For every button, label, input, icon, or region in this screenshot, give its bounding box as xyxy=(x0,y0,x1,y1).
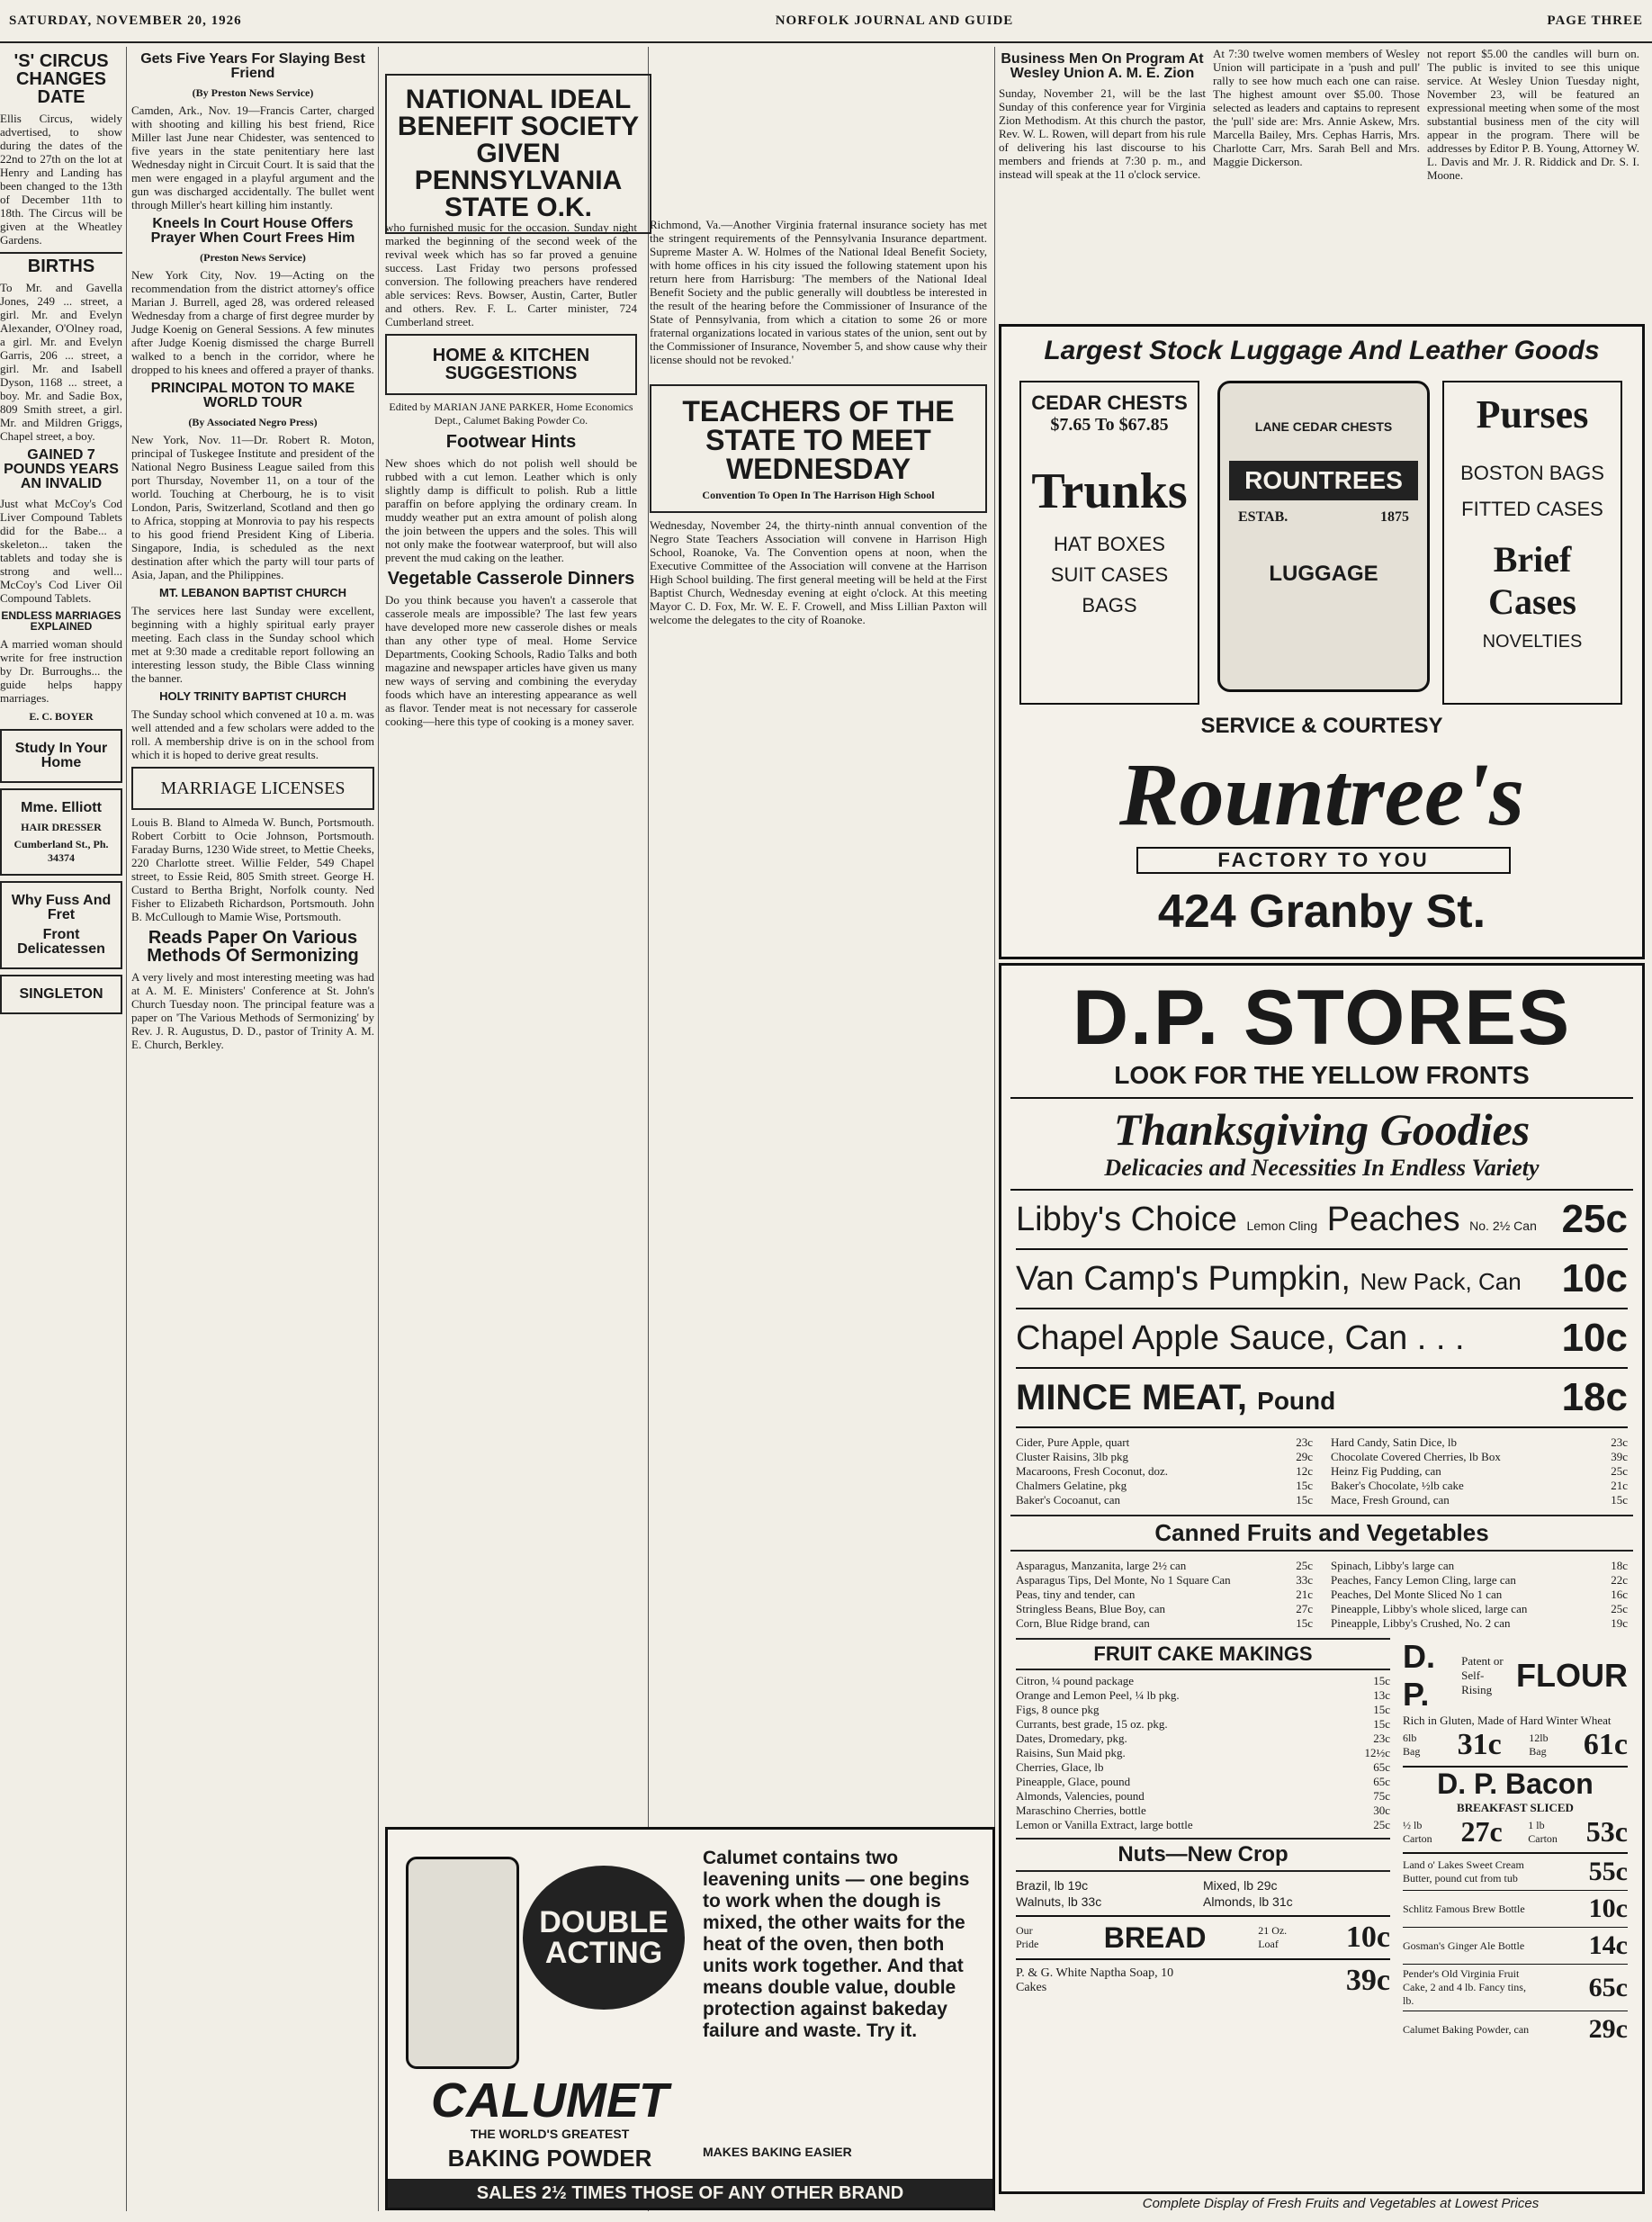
dp-big-row xyxy=(1016,1309,1628,1369)
item-item: New Pack, Can xyxy=(1360,1267,1522,1295)
item-price: 30c xyxy=(1373,1804,1390,1817)
teachers-headline: TEACHERS OF THE STATE TO MEET WEDNESDAY xyxy=(682,395,955,485)
item-name: Pineapple, Glace, pound xyxy=(1016,1775,1131,1788)
item-note: Lemon Cling xyxy=(1246,1218,1318,1233)
item-price: 25c xyxy=(1296,1559,1313,1572)
article-kneels-text: New York City, Nov. 19—Acting on the recommendation from the district attorney's office Marian J. Burrell, aged 28, was ordered released Wednesday from a charge of first degree murder by Judge Koenig on General Sessions. A few minutes after Judge Koenig dismissed the charge Burrell walked to a bench in the corridor, where he dropped to his knees and offered a prayer of thanks. xyxy=(131,268,374,376)
elliott-address: Cumberland St., Ph. 34374 xyxy=(13,838,109,864)
singleton-headline: SINGLETON xyxy=(19,986,103,1002)
item-price: 65c xyxy=(1373,1775,1390,1788)
item-name: Chocolate Covered Cherries, lb Box xyxy=(1331,1450,1501,1463)
calumet-footer: SALES 2½ TIMES THOSE OF ANY OTHER BRAND xyxy=(388,2179,992,2208)
item-name: Baker's Cocoanut, can xyxy=(1016,1493,1121,1507)
item-name: Van Camp's Pumpkin, xyxy=(1016,1259,1351,1298)
item-name: Chapel Apple Sauce, Can xyxy=(1016,1318,1408,1357)
dp-big-row xyxy=(1016,1369,1628,1428)
fruitcake-list xyxy=(1016,1674,1390,1832)
cedar-label: CEDAR CHESTS xyxy=(1031,391,1188,414)
item-price: 15c xyxy=(1373,1717,1390,1731)
item-name: Spinach, Libby's large can xyxy=(1331,1559,1455,1572)
casserole-text: Do you think because you haven't a casserole that casserole meals are impossible? The last few years have developed more new casserole dishes or meals than any other type of meal. Home Service Departments, Cooking Schools, Radio Talks and both magazine and newspaper articles have given us many new ways of serving and combining the everyday foods which have an interesting appearance as well as flavor. Tender meat is not necessary for casserole cooking—here this type of cooking is a money saver. xyxy=(385,593,637,728)
ginger-row xyxy=(1403,1928,1628,1965)
item-name: Asparagus Tips, Del Monte, No 1 Square Can xyxy=(1016,1573,1231,1587)
home-kitchen-headline: HOME & KITCHEN SUGGESTIONS xyxy=(432,346,590,383)
item-name: Pineapple, Libby's whole sliced, large can xyxy=(1331,1602,1528,1615)
brew-row xyxy=(1403,1891,1628,1928)
article-lebanon-headline: MT. LEBANON BAPTIST CHURCH xyxy=(159,586,346,599)
item-name: Peas, tiny and tender, can xyxy=(1016,1588,1136,1601)
calumet-logo: CALUMET xyxy=(431,2074,669,2128)
bacon1-label: ½ lb Carton xyxy=(1403,1818,1432,1845)
left-item: HAT BOXES xyxy=(1054,533,1165,555)
badge-bottom: LUGGAGE xyxy=(1269,562,1378,586)
item-item: Pound xyxy=(1257,1386,1336,1415)
rountree-script: Rountree's xyxy=(1118,744,1525,844)
item-name: Asparagus, Manzanita, large 2½ can xyxy=(1016,1559,1187,1572)
item-price: 25c xyxy=(1611,1602,1628,1615)
gained-text: Just what McCoy's Cod Liver Compound Tablets did for the Babe... a skeleton... taken the tablets and today she is strong and well... McCoy's Cod Liver Oil Compound Tablets. xyxy=(0,497,122,605)
item-price: 23c xyxy=(1611,1435,1628,1449)
item-name: Orange and Lemon Peel, ¼ lb pkg. xyxy=(1016,1688,1180,1702)
dp-bottom xyxy=(1001,1631,1642,2047)
item-price: 25c xyxy=(1561,1197,1628,1241)
rountree-ad xyxy=(999,324,1645,959)
rountree-badge xyxy=(1217,381,1430,692)
item-price: 29c xyxy=(1296,1450,1313,1463)
badge-top: LANE CEDAR CHESTS xyxy=(1254,419,1393,434)
home-study-headline: Study In Your Home xyxy=(14,741,108,770)
column-rule xyxy=(378,47,379,2211)
item-price: 13c xyxy=(1373,1688,1390,1702)
dp-bottom-left xyxy=(1016,1638,1390,2047)
novelties-label: NOVELTIES xyxy=(1482,632,1583,652)
dp-big-row xyxy=(1016,1191,1628,1250)
bacon2-label: 1 lb Carton xyxy=(1528,1818,1558,1845)
casserole-headline: Vegetable Casserole Dinners xyxy=(387,569,635,589)
flour-desc: Rich in Gluten, Made of Hard Winter Wheat xyxy=(1403,1714,1612,1727)
item-name: Currants, best grade, 15 oz. pkg. xyxy=(1016,1717,1168,1731)
item-price: 10c xyxy=(1561,1316,1628,1360)
ginger-price: 14c xyxy=(1588,1930,1628,1960)
article-trinity-text: The Sunday school which convened at 10 a. m. was well attended and a few scholars were added to the roll. A membership drive is on in the school from which it is hoped to derive great results. xyxy=(131,707,374,761)
item-price: 15c xyxy=(1611,1493,1628,1507)
article-kneels-sub: (Preston News Service) xyxy=(200,251,306,264)
flour6-price: 31c xyxy=(1457,1728,1502,1761)
item-name: Citron, ¼ pound package xyxy=(1016,1674,1135,1687)
bread-size: 21 Oz. Loaf xyxy=(1258,1924,1288,1950)
fruitcake2-row xyxy=(1403,1965,1628,2011)
article-slaying-headline: Gets Five Years For Slaying Best Friend xyxy=(140,51,365,81)
rountree-address: 424 Granby St. xyxy=(1157,886,1486,938)
dp-thanks: Thanksgiving Goodies xyxy=(1113,1104,1531,1155)
article-moton-sub: (By Associated Negro Press) xyxy=(188,416,318,428)
item-name: Corn, Blue Ridge brand, can xyxy=(1016,1616,1150,1630)
flour-header xyxy=(1403,1638,1628,1714)
item-price: 15c xyxy=(1296,1616,1313,1630)
item-price: 27c xyxy=(1296,1602,1313,1615)
flour12-label: 12lb Bag xyxy=(1529,1732,1549,1758)
fuss-headline: Why Fuss And Fret xyxy=(11,893,112,922)
flour-dp: D. P. xyxy=(1403,1638,1435,1713)
item-price: 19c xyxy=(1611,1616,1628,1630)
flour6-label: 6lb Bag xyxy=(1403,1732,1421,1758)
item-name: Chalmers Gelatine, pkg xyxy=(1016,1479,1127,1492)
births-text: To Mr. and Gavella Jones, 249 ... street, a girl. Mr. and Evelyn Alexander, O'Olney road, a girl. Mr. and Evelyn Garris, 206 ... street, a girl. Mr. and Isabell Dyson, 1168 ... street, a boy. Mr. and Sadie Box, 809 Smith street, a girl. Mr. and Mildren Griggs, Chapel street, a boy. xyxy=(0,281,122,443)
home-kitchen-sub: Edited by MARIAN JANE PARKER, Home Economics Dept., Calumet Baking Powder Co. xyxy=(389,400,633,427)
item-price: 18c xyxy=(1561,1375,1628,1419)
dp-big-list xyxy=(1001,1191,1642,1428)
item-price: 25c xyxy=(1611,1464,1628,1478)
bread-price: 10c xyxy=(1345,1921,1390,1954)
calumet-label: Calumet Baking Powder, can xyxy=(1403,2022,1530,2036)
paper-name: NORFOLK JOURNAL AND GUIDE xyxy=(775,13,1014,28)
left-item: BAGS xyxy=(1082,594,1137,616)
calumet-text: Calumet contains two leavening units — one begins to work when the dough is mixed, the other waits for the heat of the oven, then both units work together. And that means double value, double protection against bakeday failure and waste. Try it. xyxy=(703,1848,970,2041)
item-price: 12c xyxy=(1296,1464,1313,1478)
item-name: Mace, Fresh Ground, can xyxy=(1331,1493,1450,1507)
article-trinity-headline: HOLY TRINITY BAPTIST CHURCH xyxy=(159,689,346,703)
dp-title: D.P. STORES xyxy=(1072,975,1572,1061)
elliott-sub: HAIR DRESSER xyxy=(21,821,102,833)
item-name: Figs, 8 ounce pkg xyxy=(1016,1703,1100,1716)
rountree-right-panel xyxy=(1442,381,1622,705)
item-price: 15c xyxy=(1296,1479,1313,1492)
article-sermon-text: A very lively and most interesting meeting was had at A. M. E. Ministers' Conference at St. John's Church Tuesday noon. The principal feature was a paper on 'The Various Methods of Sermonizing' by Rev. J. R. Augustus, D. D., pastor of Trinity A. M. E. Church, Berkley. xyxy=(131,970,374,1051)
butter-price: 55c xyxy=(1588,1857,1628,1886)
brew-label: Schlitz Famous Brew Bottle xyxy=(1403,1902,1525,1915)
canned-left xyxy=(1016,1559,1313,1631)
double-acting-badge: DOUBLE ACTING xyxy=(523,1866,685,2010)
badge-name: ROUNTREES xyxy=(1229,461,1418,500)
marriage-licenses-text: Louis B. Bland to Almeda W. Bunch, Portsmouth. Robert Corbitt to Ocie Johnson, Portsmouth. Faraday Burns, 1230 Wide street, to Mettie Cheeks, 220 Charlotte street. Willie Felder, 549 Chapel street, to Essie Reid, 805 Smith street. George H. Custard to Bertha Bright, Norfolk county. Ned Fisher to Elizabeth Richardson, Portsmouth. John B. McCullough to Mamie Wise, Portsmouth. xyxy=(131,815,374,923)
circus-text: Ellis Circus, widely advertised, to show during the dates of the 22nd to 27th on the lot at Henry and Landing has been changed to the 13th of December 11th to 18th. The Circus will be given at the Wheatley Gardens. xyxy=(0,112,122,247)
calumet-row xyxy=(1403,2011,1628,2047)
dp-footer: Complete Display of Fresh Fruits and Vegetables at Lowest Prices xyxy=(1142,2196,1540,2211)
calumet-ad xyxy=(385,1827,995,2210)
bread-word: BREAD xyxy=(1103,1921,1207,1954)
calumet-sub: THE WORLD'S GREATEST xyxy=(470,2127,630,2141)
page-number: PAGE THREE xyxy=(1547,13,1643,28)
dp-stores-ad xyxy=(999,963,1645,2194)
badge-est-row xyxy=(1220,500,1427,535)
bacon-sub: BREAKFAST SLICED xyxy=(1457,1801,1574,1814)
dp-bottom-right xyxy=(1403,1638,1628,2047)
article-lebanon-text: The services here last Sunday were excellent, beginning with a highly spiritual early prayer meeting. Each class in the Sunday school which met at 9:30 made a creditable report following an interesting lesson study, the Bible Class winning the banner. xyxy=(131,604,374,685)
item-size: No. 2½ Can xyxy=(1469,1218,1537,1233)
item-price: 33c xyxy=(1296,1573,1313,1587)
issue-date: SATURDAY, NOVEMBER 20, 1926 xyxy=(9,13,242,28)
item-name: Peaches, Fancy Lemon Cling, large can xyxy=(1331,1573,1516,1587)
item-price: 25c xyxy=(1373,1818,1390,1831)
item-name: Hard Candy, Satin Dice, lb xyxy=(1331,1435,1457,1449)
right-items xyxy=(1453,455,1612,527)
ginger-label: Gosman's Ginger Ale Bottle xyxy=(1403,1939,1525,1952)
flour-word: FLOUR xyxy=(1516,1657,1628,1694)
item-item: . . . xyxy=(1416,1318,1465,1357)
item-price: 23c xyxy=(1296,1435,1313,1449)
wesley-rally-text: At 7:30 twelve women members of Wesley Union will participate in a 'push and pull' rally to see how much each one can raise. The highest amount over $5.00. Those selected as leaders and captains to represent the 'pull' side are: Mrs. Annie Askew, Mrs. Marcella Bailey, Mrs. Cephas Harris, Mrs. Charlotte Carr, Mrs. Sarah Bell and Mrs. Maggie Dickerson. xyxy=(1213,47,1420,168)
butter-label: Land o' Lakes Sweet Cream Butter, pound cut from tub xyxy=(1403,1858,1524,1885)
cedar-price: $7.65 To $67.85 xyxy=(1050,415,1169,435)
dp-small-right xyxy=(1331,1435,1628,1507)
dp-tagline: LOOK FOR THE YELLOW FRONTS xyxy=(1114,1061,1530,1089)
marriages-headline: ENDLESS MARRIAGES EXPLAINED xyxy=(1,609,121,633)
canned-headline: Canned Fruits and Vegetables xyxy=(1010,1515,1633,1552)
nibs-right-text: Richmond, Va.—Another Virginia fraternal insurance society has met the stringent requirements of the Pennsylvania Insurance department. Supreme Master A. W. Holmes of the National Ideal Benefit Society, with home offices in his city issued the following statement upon his return here from Harrisburg: 'The members of the National Ideal Benefit Society and the public generally will doubtless be interested in the result of the hearing before the Commissioner of Insurance of the State of Pennsylvania, from which a citation to some 26 or more fraternal organizations located in various states of the union, sent out by the Commissioner of Insurance, November 5, and show cause why their license should not be revoked.' xyxy=(650,218,987,366)
church-news-top xyxy=(999,47,1639,317)
left-items xyxy=(1030,529,1189,621)
teachers-sub: Convention To Open In The Harrison High School xyxy=(702,489,935,501)
article-moton-headline: PRINCIPAL MOTON TO MAKE WORLD TOUR xyxy=(150,381,355,410)
item-price: 10c xyxy=(1561,1256,1628,1300)
article-moton-text: New York, Nov. 11—Dr. Robert R. Moton, principal of Tuskegee Institute and president of the National Negro Business League sailed from this port Thursday, November 11, on a tour of the world. Touching at Cherbourg, he is to visit London, Paris, Switzerland, Scotland and then go to Africa, stopping at Monrovia to pay his respects to his good friend President King of Liberia. Singapore, India, is scheduled as the next destination after which the party will tour parts of Asia, Japan, and the Philippines. xyxy=(131,433,374,581)
item-name: Cherries, Glace, lb xyxy=(1016,1760,1104,1774)
rountree-left-panel xyxy=(1019,381,1199,705)
right-item: BOSTON BAGS xyxy=(1460,462,1604,484)
item-price: 12½c xyxy=(1364,1746,1390,1759)
column-1 xyxy=(0,47,122,2211)
calumet-can-icon xyxy=(406,1857,519,2069)
soap-label: P. & G. White Naptha Soap, 10 Cakes xyxy=(1016,1966,1174,1994)
right-item: FITTED CASES xyxy=(1461,498,1603,520)
flour-prices xyxy=(1403,1728,1628,1768)
butter-row xyxy=(1403,1854,1628,1891)
nut-item: Mixed, lb 29c xyxy=(1203,1878,1278,1893)
left-item: SUIT CASES xyxy=(1050,563,1169,586)
article-slaying-sub: (By Preston News Service) xyxy=(192,86,314,99)
bread-row xyxy=(1016,1915,1390,1960)
item-price: 15c xyxy=(1373,1703,1390,1716)
purses-label: Purses xyxy=(1476,392,1589,436)
item-name: Dates, Dromedary, pkg. xyxy=(1016,1732,1127,1745)
item-item: Peaches xyxy=(1326,1200,1460,1238)
front-headline: Front Delicatessen xyxy=(17,927,105,957)
gained-headline: GAINED 7 POUNDS YEARS AN INVALID xyxy=(4,447,119,491)
nut-item: Walnuts, lb 33c xyxy=(1016,1894,1102,1909)
item-price: 15c xyxy=(1373,1674,1390,1687)
dp-small-lists xyxy=(1001,1428,1642,1507)
item-price: 16c xyxy=(1611,1588,1628,1601)
article-sermon-headline: Reads Paper On Various Methods Of Sermonizing xyxy=(147,928,359,966)
nibs-left-text: who furnished music for the occasion. Sunday night marked the beginning of the second week of the revival week which has so far proved a genuine success. Last Friday two persons professed conversion. The following preachers have rendered able services: Revs. Bowser, Austin, Carter, Butler and others. Rev. F. L. Carter minister, 724 Cumberland street. xyxy=(385,220,637,328)
item-name: Peaches, Del Monte Sliced No 1 can xyxy=(1331,1588,1503,1601)
nut-item: Brazil, lb 19c xyxy=(1016,1878,1089,1893)
dp-delicacies: Delicacies and Necessities In Endless Variety xyxy=(1104,1155,1540,1181)
elliott-name: Mme. Elliott xyxy=(21,800,102,815)
item-name: Raisins, Sun Maid pkg. xyxy=(1016,1746,1126,1759)
footwear-text: New shoes which do not polish well should be rubbed with a cut lemon. Leather which is only slightly damp is difficult to polish. Rub a little paraffin on before applying the ordinary cream. In muddy weather put an extra amount of polish along the join between the uppers and the soles. This will not only make the footwear waterproof, but will also prevent the mud caking on the leather. xyxy=(385,456,637,564)
births-headline: BIRTHS xyxy=(0,252,122,275)
marriages-text: A married woman should write for free instruction by Dr. Burroughs... the guide helps happy marriages. xyxy=(0,637,122,705)
flour-type: Patent or Self-Rising xyxy=(1461,1654,1504,1696)
bacon-headline: D. P. Bacon xyxy=(1437,1768,1594,1800)
wesley-meeting-text: not report $5.00 the candles will burn on. The public is invited to see this unique service. At Wesley Union Tuesday night, November 23, will be featured an expressional meeting when some of the most substantial business men of the city will appear in the program. There will be addresses by Editor P. B. Young, Attorney W. L. Davis and Mr. J. R. Riddick and Dr. S. I. Moone. xyxy=(1427,47,1639,182)
item-price: 75c xyxy=(1373,1789,1390,1803)
factory-label: FACTORY TO YOU xyxy=(1136,847,1511,874)
brief-label: Brief Cases xyxy=(1488,539,1576,622)
item-name: Libby's Choice xyxy=(1016,1200,1237,1238)
item-name: Almonds, Valencies, pound xyxy=(1016,1789,1145,1803)
calumet-price: 29c xyxy=(1588,2014,1628,2044)
item-price: 18c xyxy=(1611,1559,1628,1572)
item-price: 21c xyxy=(1611,1479,1628,1492)
item-price: 39c xyxy=(1611,1450,1628,1463)
item-name: MINCE MEAT, xyxy=(1016,1377,1248,1417)
item-name: Cluster Raisins, 3lb pkg xyxy=(1016,1450,1128,1463)
item-name: Stringless Beans, Blue Boy, can xyxy=(1016,1602,1165,1615)
bacon2-price: 53c xyxy=(1585,1815,1628,1848)
boyer-name: E. C. BOYER xyxy=(29,710,94,723)
item-price: 65c xyxy=(1373,1760,1390,1774)
nuts-headline: Nuts—New Crop xyxy=(1016,1838,1390,1872)
badge-est: ESTAB. xyxy=(1238,509,1288,525)
bread-label: Our Pride xyxy=(1016,1924,1039,1950)
item-price: 23c xyxy=(1373,1732,1390,1745)
teachers-text: Wednesday, November 24, the thirty-ninth annual convention of the Negro State Teachers Association will convene in Harrison High School, Roanoke, Va. The Convention opens at noon, when the Executive Committee of the Association will convene at the Harrison High School building. The first general meeting will be held at the First Baptist Church, Wednesday evening at eight o'clock. At this meeting Mayor C. D. Fox, Mr. W. E. F. Crowell, and Miss Lillian Paxton will welcome the delegates to the city of Roanoke. xyxy=(650,518,987,626)
column-3-left xyxy=(385,220,637,1480)
item-name: Baker's Chocolate, ½lb cake xyxy=(1331,1479,1464,1492)
item-name: Lemon or Vanilla Extract, large bottle xyxy=(1016,1818,1193,1831)
business-men-text: Sunday, November 21, will be the last Sunday of this conference year for Virginia Zion Methodism. At this church the pastor, Rev. W. L. Rowen, will depart from his rule of delivering his last discourse to his members and friends at 7:30 p. m., and instead will speak at the 11 o'clock service. xyxy=(999,86,1206,181)
column-3-right xyxy=(650,47,987,1262)
badge-year: 1875 xyxy=(1380,509,1409,525)
article-slaying-text: Camden, Ark., Nov. 19—Francis Carter, charged with shooting and killing his best friend, Rice Miller last June near Chidester, was sentenced to five years in the state penitentiary here last Wednesday night in Circuit Court. It is said that the men were engaged in a playful argument and the gun was discharged accidentally. The bullet went through Miller's heart killing him instantly. xyxy=(131,103,374,211)
masthead xyxy=(0,0,1652,43)
item-name: Cider, Pure Apple, quart xyxy=(1016,1435,1130,1449)
item-price: 21c xyxy=(1296,1588,1313,1601)
calumet-tagline: MAKES BAKING EASIER xyxy=(703,2145,852,2159)
item-name: Macaroons, Fresh Coconut, doz. xyxy=(1016,1464,1168,1478)
fruitcake-headline: FRUIT CAKE MAKINGS xyxy=(1016,1638,1390,1670)
calumet-bp: BAKING POWDER xyxy=(447,2145,652,2172)
rountree-headline: Largest Stock Luggage And Leather Goods xyxy=(1044,336,1600,365)
nut-item: Almonds, lb 31c xyxy=(1203,1894,1293,1909)
dp-canned-lists xyxy=(1001,1559,1642,1631)
fruitcake2-label: Pender's Old Virginia Fruit Cake, 2 and 4 lb. Fancy tins, lb. xyxy=(1403,1967,1526,2007)
bacon1-price: 27c xyxy=(1460,1815,1503,1848)
footwear-headline: Footwear Hints xyxy=(445,432,577,452)
service-courtesy: SERVICE & COURTESY xyxy=(1200,714,1443,738)
item-name: Heinz Fig Pudding, can xyxy=(1331,1464,1441,1478)
brew-price: 10c xyxy=(1588,1894,1628,1923)
article-kneels-headline: Kneels In Court House Offers Prayer When Court Frees Him xyxy=(150,216,355,246)
nibs-headline: NATIONAL IDEAL BENEFIT SOCIETY GIVEN PENNSYLVANIA STATE O.K. xyxy=(397,85,640,222)
trunks-label: Trunks xyxy=(1031,463,1188,519)
bacon-prices xyxy=(1403,1815,1628,1854)
dp-small-left xyxy=(1016,1435,1313,1507)
business-men-headline: Business Men On Program At Wesley Union A. M. E. Zion xyxy=(1001,51,1204,81)
item-price: 15c xyxy=(1296,1493,1313,1507)
soap-row xyxy=(1016,1960,1390,2002)
soap-price: 39c xyxy=(1345,1964,1390,1997)
circus-headline: 'S' CIRCUS CHANGES DATE xyxy=(13,51,109,107)
item-name: Pineapple, Libby's Crushed, No. 2 can xyxy=(1331,1616,1511,1630)
fruitcake2-price: 65c xyxy=(1588,1972,1628,2002)
nuts-list xyxy=(1016,1877,1390,1910)
item-price: 22c xyxy=(1611,1573,1628,1587)
canned-right xyxy=(1331,1559,1628,1631)
column-rule xyxy=(126,47,127,2211)
item-name: Maraschino Cherries, bottle xyxy=(1016,1804,1146,1817)
flour12-price: 61c xyxy=(1583,1728,1628,1761)
dp-big-row xyxy=(1016,1250,1628,1309)
column-2 xyxy=(131,47,374,2211)
marriage-licenses-headline: MARRIAGE LICENSES xyxy=(160,778,346,798)
